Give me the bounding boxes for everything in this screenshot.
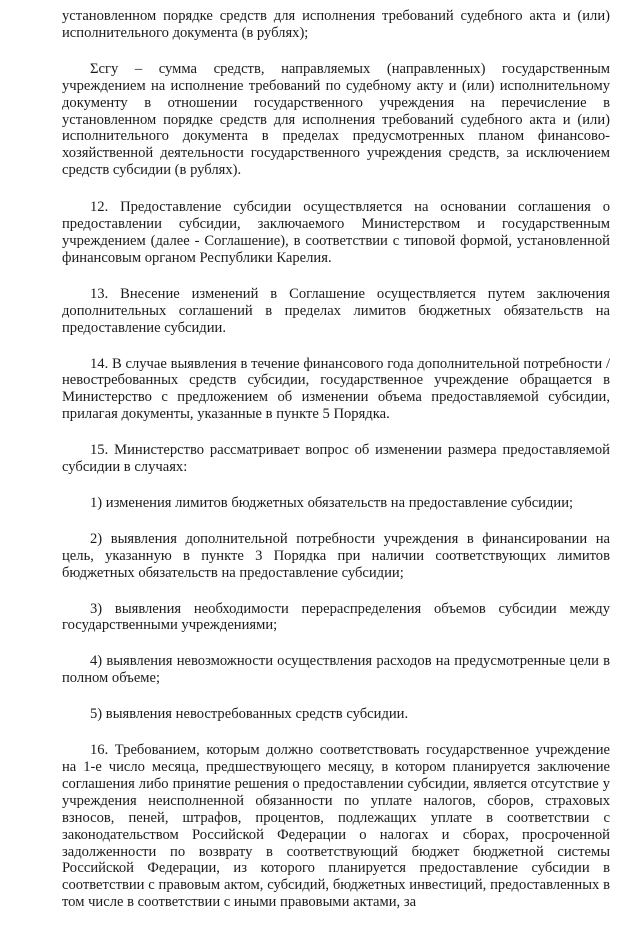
paragraph-item-13: 13. Внесение изменений в Соглашение осуществляется путем заключения дополнительных соглашений в пределах лимитов бюджетных обязательств на предоставление субсидии. bbox=[62, 285, 610, 336]
paragraph-item-14: 14. В случае выявления в течение финансового года дополнительной потребности / невостребованных средств субсидии, государственное учреждение обращается в Министерство с предложением об изменении объема предоставляемой субсидии, прилагая документы, указанные в пункте 5 Порядка. bbox=[62, 355, 610, 423]
list-item-2: 2) выявления дополнительной потребности учреждения в финансировании на цель, указанную в пункте 3 Порядка при наличии соответствующих лимитов бюджетных обязательств на предоставление субсидии; bbox=[62, 530, 610, 581]
paragraph-item-15: 15. Министерство рассматривает вопрос об изменении размера предоставляемой субсидии в случаях: bbox=[62, 442, 610, 476]
paragraph-sum-definition: Σсгу – сумма средств, направляемых (направленных) государственным учреждением на исполнение требований по судебному акту и (или) исполнительному документу в отношении государственного учреждения на перечисление в установленном порядке средств для исполнения требований судебного акта и (или) исполнительного документа в пределах предусмотренных планом финансово-хозяйственной деятельности государственного учреждения средств, за исключением средств субсидии (в рублях). bbox=[62, 60, 610, 179]
list-item-4: 4) выявления невозможности осуществления расходов на предусмотренные цели в полном объеме; bbox=[62, 653, 610, 687]
paragraph-item-12: 12. Предоставление субсидии осуществляется на основании соглашения о предоставлении субсидии, заключаемого Министерством и государственным учреждением (далее - Соглашение), в соответствии с типовой формой, установленной финансовым органом Республики Карелия. bbox=[62, 199, 610, 266]
document-page bbox=[62, 8, 610, 930]
paragraph-continuation: установленном порядке средств для исполнения требований судебного акта и (или) исполнительного документа (в рублях); bbox=[62, 8, 610, 41]
paragraph-item-16: 16. Требованием, которым должно соответствовать государственное учреждение на 1-е число месяца, предшествующего месяцу, в котором планируется заключение соглашения либо принятие решения о предоставлении субсидии, является отсутствие у учреждения неисполненной обязанности по уплате налогов, сборов, страховых взносов, пеней, штрафов, процентов, подлежащих уплате в соответствии с законодательством Российской Федерации о налогах и сборах, просроченной задолженности по возврату в соответствующий бюджет бюджетной системы Российской Федерации, из которого планируется предоставление субсидии в соответствии с правовым актом, субсидий, бюджетных инвестиций, предоставленных в том числе в соответствии с иными правовыми актами, за bbox=[62, 742, 610, 911]
list-item-3: 3) выявления необходимости перераспределения объемов субсидии между государственными учреждениями; bbox=[62, 600, 610, 634]
list-item-1: 1) изменения лимитов бюджетных обязательств на предоставление субсидии; bbox=[90, 494, 574, 511]
list-item-5: 5) выявления невостребованных средств субсидии. bbox=[90, 706, 409, 723]
